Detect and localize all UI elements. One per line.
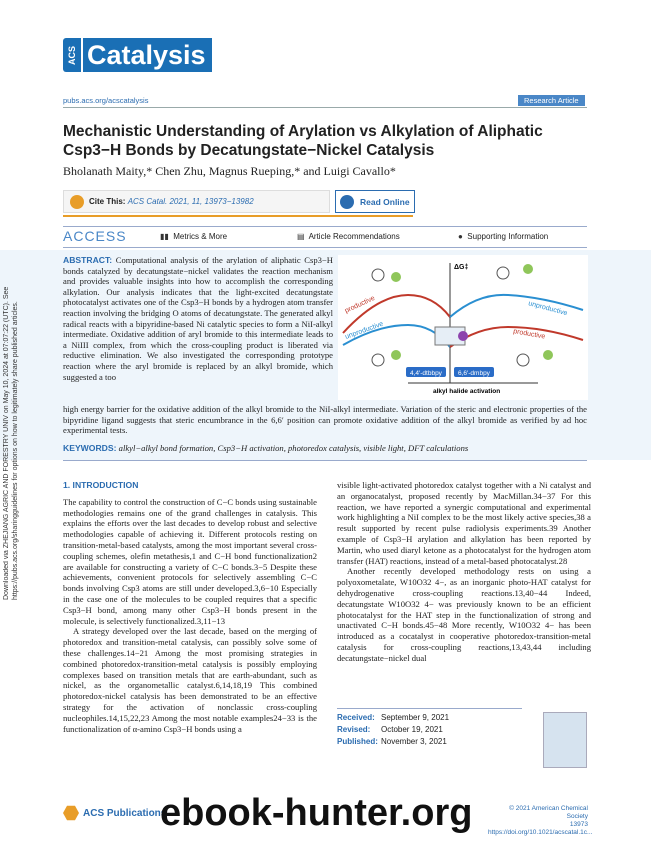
- cite-underline: [63, 215, 413, 217]
- cite-label: Cite This:: [89, 197, 126, 206]
- footer-publisher-logo[interactable]: [63, 805, 166, 821]
- abstract-body-1: Computational analysis of the arylation of aliphatic Csp3−H bonds catalyzed by decatungstate−nickel validates the reaction mechanism and provides valuable insights into how to accomplish the corresponding alkylation. Our analysis indicates that the light-excited decatungstate photocatalyst activates one of the Csp3−H bonds by a hydrogen atom transfer reaction involving the bridging O atoms of decatungstate. The generated alkyl radical reacts with a bipyridine-based Ni catalytic species to form a NiI-alkyl intermediate. Oxidative addition of aryl bromide to this intermediate leads to a NiIII complex, from which the cross-coupling product is liberated via reductive elimination. We also investigated the corresponding prototype reaction where the aryl bromide is replaced by an alkyl bromide, which suggested a too: [63, 255, 333, 382]
- toc-molecule-left-top: [372, 269, 401, 282]
- keywords-label: KEYWORDS:: [63, 443, 117, 453]
- toc-graphic: [338, 255, 588, 400]
- journal-logo[interactable]: [63, 38, 212, 72]
- published-date: November 3, 2021: [381, 737, 447, 746]
- toc-dg-label: ΔG‡: [454, 264, 469, 271]
- body-column-left: [63, 480, 317, 734]
- article-type-badge: Research Article: [518, 95, 585, 106]
- intro-paragraph-1: The capability to control the construction of C−C bonds using sustainable methodologies remains one of the grand challenges in catalysis. This explains the efforts over the last decades to develop robust and selective methodologies capable of achieving it. Different protocols resting on transition-metal-based catalysts, among the most important several cross-coupling schemes, olefin metathesis,1 and C−H bond functionalization2 are available for constructing a variety of C−C bonds.3−5 Despite these achievements, convenient protocols for selectively assembling C−C bonds involving Csp3 atoms are still under developed.3,6−10 Especially in the case one of the molecules to be coupled requires that a specific Csp3−H bond, among many other Csp3−H bonds present in the molecule, is selectively functionalized.3,11−13: [63, 496, 317, 626]
- toc-ligand-1: 4,4′-dtbbpy: [410, 370, 442, 377]
- publication-dates: [337, 712, 449, 748]
- cite-icon: [70, 195, 84, 209]
- article-title: Mechanistic Understanding of Arylation vs Alkylation of Aliphatic Csp3−H Bonds by Decatungstate−Nickel Catalysis: [63, 123, 543, 159]
- toc-decatungstate: [435, 327, 468, 345]
- header-divider: [63, 107, 587, 108]
- toc-axis-label: alkyl halide activation: [433, 388, 501, 395]
- body-column-right: [337, 480, 591, 664]
- published-label: Published:: [337, 737, 378, 746]
- footer-publisher: ACS Publications: [83, 807, 167, 819]
- read-online-icon: [340, 195, 354, 209]
- logo-acs: ACS: [63, 38, 81, 72]
- supporting-link[interactable]: [458, 232, 548, 241]
- download-notice: Downloaded via ZHEJIANG AGRIC AND FORESTRY UNIV on May 10, 2024 at 07:07:22 (UTC). See https://pubs.acs.org/sharingguidelines for options on how to legitimately share published articles.: [3, 286, 19, 600]
- si-icon: ●: [458, 232, 463, 241]
- acs-hex-icon: [63, 805, 79, 821]
- watermark-text: ebook-hunter.org: [160, 792, 473, 834]
- abstract-label: ABSTRACT:: [63, 255, 113, 265]
- section-heading-introduction: 1. INTRODUCTION: [63, 480, 139, 490]
- toc-molecule-right-top: [497, 264, 533, 279]
- dates-divider: [337, 708, 522, 709]
- toc-ligand-2: 6,6′-dmbpy: [458, 370, 490, 377]
- read-online-button[interactable]: [335, 190, 415, 213]
- footer-copyright: © 2021 American Chemical Society: [509, 805, 588, 820]
- footer-right: [488, 805, 593, 837]
- toc-molecule-right-bottom: [517, 350, 553, 366]
- received-date: September 9, 2021: [381, 713, 450, 722]
- keywords: [63, 443, 587, 453]
- keywords-text: alkyl−alkyl bond formation, Csp3−H activation, photoredox catalysis, visible light, DFT calculations: [118, 443, 469, 453]
- access-label: ACCESS: [63, 228, 127, 244]
- footer-page: 13973: [569, 821, 588, 828]
- read-online-label: Read Online: [360, 196, 410, 207]
- metrics-link[interactable]: [160, 232, 227, 241]
- revised-label: Revised:: [337, 725, 371, 734]
- toc-productive-2: productive: [512, 328, 546, 341]
- abstract-divider: [63, 460, 587, 461]
- toc-productive-1: productive: [343, 294, 377, 315]
- list-icon: ▤: [297, 232, 305, 241]
- journal-cover-thumbnail: [543, 712, 587, 768]
- cite-this-box[interactable]: [63, 190, 330, 213]
- intro-paragraph-4: Another recently developed methodology rests on using a polyoxometalate, W10O32 4−, as an inorganic photo-HAT catalyst for dehydrogenative cross-coupling reactions.13,40−44 Indeed, decatungstate W10O32 4− was previously known to be an efficient photocatalyst for the HAT step in the functionalization of strong and unactivated C−H bonds.45−48 More recently, W10O32 4− has been introduced as a cocatalyst in cooperative photoredox-transition-metal catalysis for cross-coupling reactions,13,43,44 including decatungstate−nickel dual: [337, 566, 591, 663]
- logo-word: Catalysis: [83, 38, 212, 72]
- cite-text[interactable]: ACS Catal. 2021, 11, 13973−13982: [127, 197, 254, 206]
- recommendations-label: Article Recommendations: [308, 232, 400, 241]
- toc-unproductive-1: unproductive: [344, 320, 385, 341]
- abstract-text-top: [63, 255, 333, 382]
- journal-url[interactable]: pubs.acs.org/acscatalysis: [63, 96, 149, 105]
- intro-paragraph-2: A strategy developed over the last decade, based on the merging of photoredox and transition-metal catalysis, can possibly solve some of these challenges.14−21 Among the most promising strategies in combined photoredox-transition-metal catalysis is possibly employing complexes based on transition metals that are earth-abundant, such as nickel, as the organometallic catalyst.6,14,18,19 This combined photoredox-nickel catalysis has been demonstrated to be an effective strategy for the activation of nonclassic cross-coupling nucleophiles.14,15,22,23 Among the most notable examples24−33 is the functionalization of α-amino Csp3−H bonds using a: [63, 626, 317, 734]
- chart-icon: ▮▮: [160, 232, 169, 241]
- toc-molecule-left-bottom: [372, 350, 401, 366]
- author-list: Bholanath Maity,* Chen Zhu, Magnus Rueping,* and Luigi Cavallo*: [63, 164, 396, 178]
- recommendations-link[interactable]: [297, 232, 400, 241]
- footer-doi[interactable]: https://doi.org/10.1021/acscatal.1c...: [488, 829, 593, 836]
- abstract-body-2: high energy barrier for the oxidative addition of the alkyl bromide to the NiI-alkyl intermediate. Variation of the steric and electronic properties of the bipyridine ligand suggests that steric encumbrance in the 6,6′ position can promote oxidative addition of the alkyl bromide as verified by ad hoc experimental tests.: [63, 404, 587, 436]
- received-label: Received:: [337, 713, 375, 722]
- revised-date: October 19, 2021: [381, 725, 443, 734]
- intro-paragraph-3: visible light-activated photoredox catalyst together with a Ni catalyst and an organocatalyst, proposed recently by MacMillan.34−37 For this reaction, we have reported a synergic computational and experimental work highlighting a NiI complex to be the most likely active species,38 a result supported by recent pulse radiolysis experiments.39 Another example of Csp3−H arylation and alkylation has been reported by Martin, who used diaryl ketone as a photocatalyst for the hydrogen atom transfer (HAT) reactions, instead of a metal-based photocatalyst.28: [337, 480, 591, 566]
- supporting-label: Supporting Information: [467, 232, 549, 241]
- toc-unproductive-2: unproductive: [527, 300, 569, 318]
- metrics-label: Metrics & More: [173, 232, 228, 241]
